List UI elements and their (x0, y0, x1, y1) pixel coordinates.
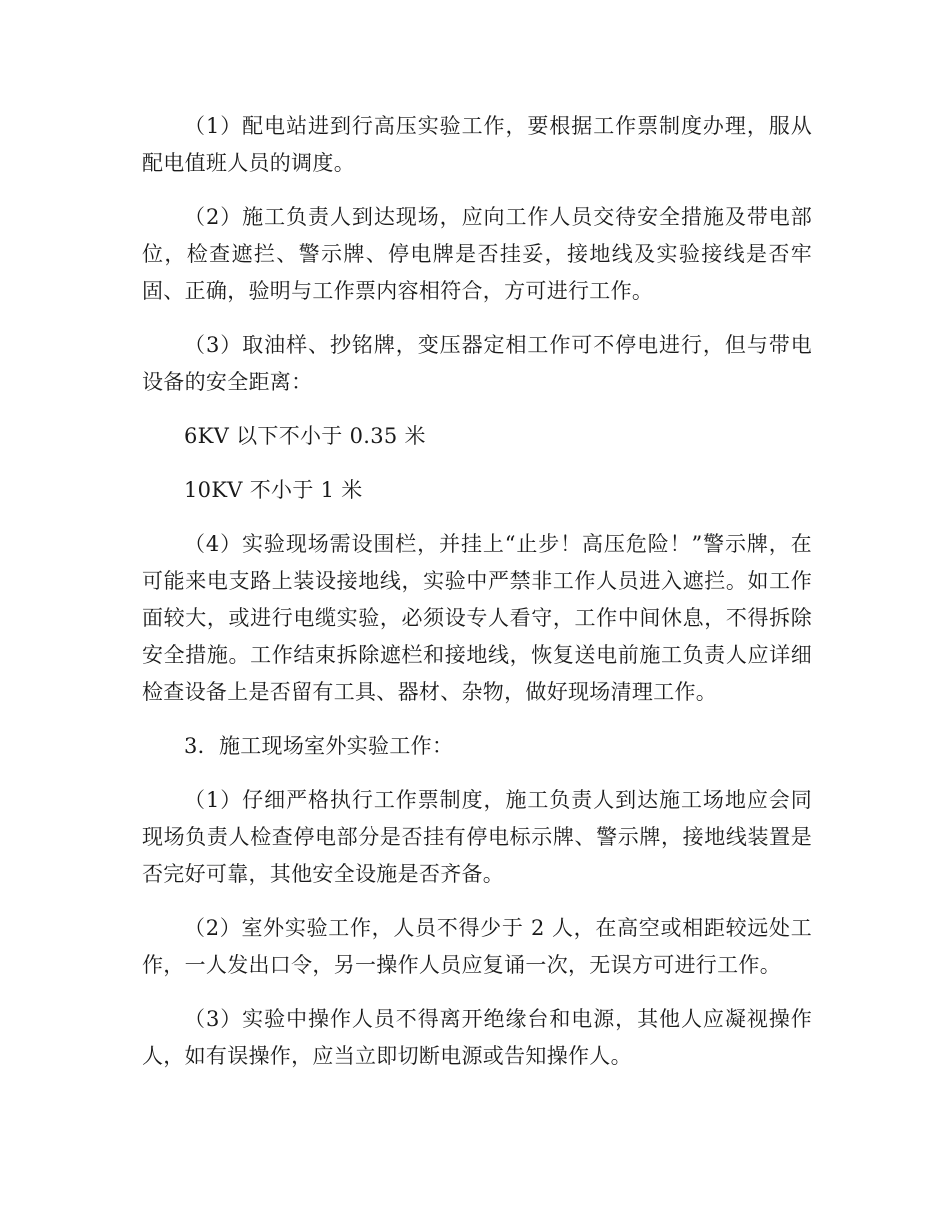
paragraph-oil-sampling: （3）取油样、抄铭牌，变压器定相工作可不停电进行，但与带电设备的安全距离： (142, 333, 812, 394)
section-heading-outdoor-test: 3．施工现场室外实验工作： (184, 734, 454, 758)
paragraph-substation-test: （1）配电站进到行高压实验工作，要根据工作票制度办理，服从配电值班人员的调度。 (142, 114, 812, 175)
paragraph-work-ticket: （1）仔细严格执行工作票制度，施工负责人到达施工场地应会同现场负责人检查停电部分是否挂有停电标示牌、警示牌，接地线装置是否完好可靠，其他安全设施是否齐备。 (142, 788, 812, 886)
paragraph-minimum-personnel: （2）室外实验工作，人员不得少于 2 人，在高空或相距较远处工作，一人发出口令，另一操作人员应复诵一次，无误方可进行工作。 (142, 916, 812, 977)
document-body (142, 108, 812, 1092)
paragraph-site-safety-check: （2）施工负责人到达现场，应向工作人员交待安全措施及带电部位，检查遮拦、警示牌、停电牌是否挂妥，接地线及实验接线是否牢固、正确，验明与工作票内容相符合，方可进行工作。 (142, 205, 812, 303)
distance-6kv: 6KV 以下不小于 0.35 米 (184, 424, 426, 448)
paragraph-operator-conduct: （3）实验中操作人员不得离开绝缘台和电源，其他人应凝视操作人，如有误操作，应当立即切断电源或告知操作人。 (142, 1007, 812, 1068)
distance-10kv: 10KV 不小于 1 米 (184, 478, 363, 502)
paragraph-fence-warning: （4）实验现场需设围栏，并挂上“止步！高压危险！”警示牌，在可能来电支路上装设接地线，实验中严禁非工作人员进入遮拦。如工作面较大，或进行电缆实验，必须设专人看守，工作中间休息，不得拆除安全措施。工作结束拆除遮栏和接地线，恢复送电前施工负责人应详细检查设备上是否留有工具、器材、杂物，做好现场清理工作。 (142, 532, 812, 704)
